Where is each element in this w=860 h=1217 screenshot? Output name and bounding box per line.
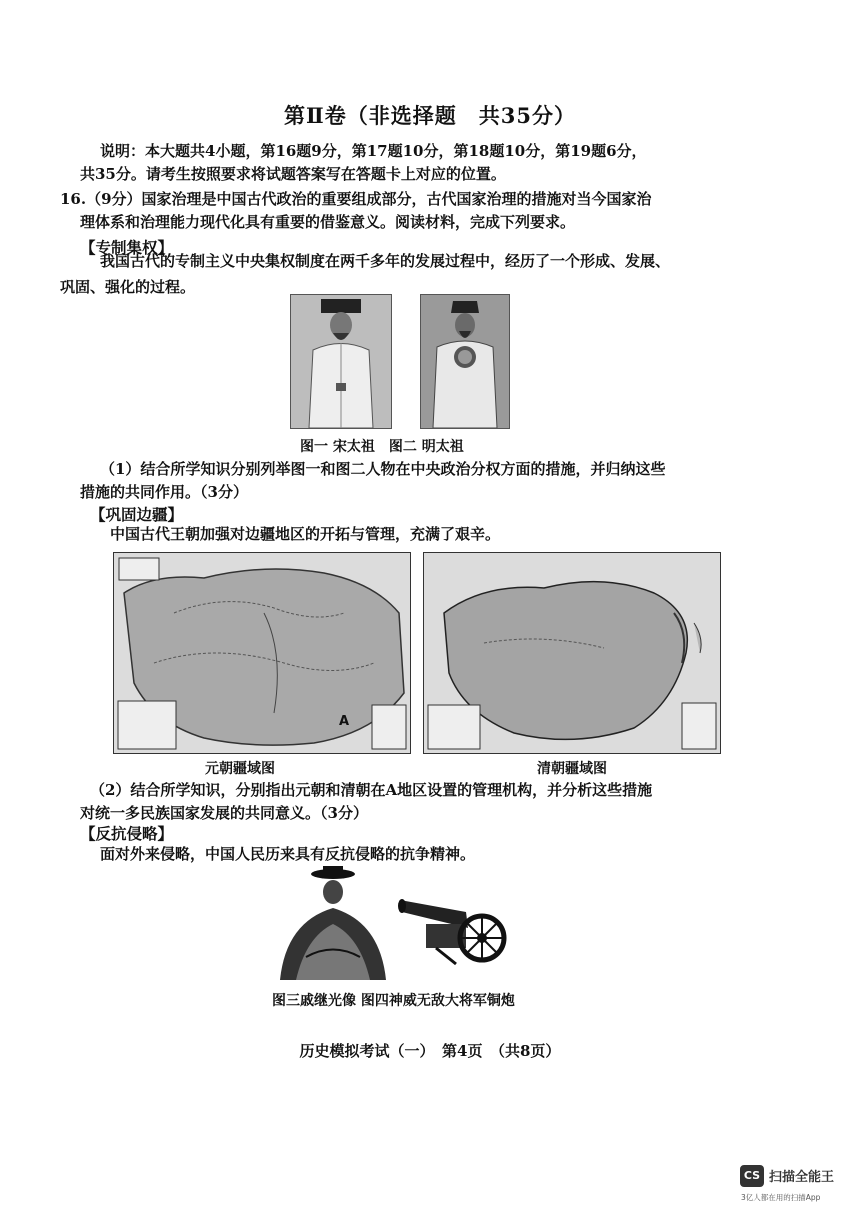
question-1-line-2: 措施的共同作用。（3分）	[80, 483, 248, 501]
section-heading-resistance: 【反抗侵略】	[80, 824, 174, 843]
question-1-line-1: （1）结合所学知识分别列举图一和图二人物在中央政治分权方面的措施，并归纳这些	[100, 460, 666, 478]
map-yuan-dynasty	[113, 552, 411, 754]
watermark-name: 扫描全能王	[769, 1170, 835, 1185]
portrait-song-taizu	[290, 294, 392, 429]
map-a-label: A	[339, 714, 350, 729]
section-heading-centralization: 【专制集权】	[80, 238, 174, 257]
figure-caption-qi-cannon: 图三戚继光像 图四神威无敌大将军铜炮	[272, 993, 515, 1009]
cannon-icon	[396, 886, 508, 966]
map-caption-qing: 清朝疆域图	[537, 761, 607, 777]
instructions-line-2: 共35分。请考生按照要求将试题答案写在答题卡上对应的位置。	[80, 165, 506, 183]
map-caption-yuan: 元朝疆域图	[205, 761, 275, 777]
camscanner-logo: CS	[740, 1165, 764, 1187]
watermark-tagline: 3亿人都在用的扫描App	[741, 1193, 821, 1202]
question-2-line-2: 对统一多民族国家发展的共同意义。（3分）	[80, 804, 368, 822]
map-qing-dynasty-graphic	[424, 553, 720, 753]
centralization-text-line-2: 巩固、强化的过程。	[60, 278, 196, 296]
question-1	[80, 458, 820, 504]
instructions-line-1: 说明：本大题共4小题，第16题9分，第17题10分，第18题10分，第19题6分，	[100, 142, 647, 160]
portrait-qi-jiguang	[276, 862, 390, 980]
cannon-image	[396, 886, 508, 966]
section-heading-border: 【巩固边疆】	[90, 505, 184, 524]
portrait-ming-taizu-figure	[421, 295, 509, 428]
map-qing-dynasty	[423, 552, 721, 754]
figure-caption-emperors: 图一 宋太祖 图二 明太祖	[300, 439, 464, 455]
section-text-resistance: 面对外来侵略，中国人民历来具有反抗侵略的抗争精神。	[100, 845, 476, 863]
question-2-line-1: （2）结合所学知识，分别指出元朝和清朝在A地区设置的管理机构，并分析这些措施	[90, 781, 653, 799]
centralization-text-line-1: 我国古代的专制主义中央集权制度在两千多年的发展过程中，经历了一个形成、发展、	[100, 252, 671, 270]
portrait-qi-jiguang-figure	[276, 862, 390, 980]
question16-intro-line-2: 理体系和治理能力现代化具有重要的借鉴意义。阅读材料，完成下列要求。	[80, 213, 576, 231]
portrait-song-taizu-figure	[291, 295, 391, 428]
question16-intro	[60, 188, 820, 234]
instructions	[80, 140, 820, 186]
question-2	[80, 779, 820, 825]
question16-intro-line-1: 16.（9分）国家治理是中国古代政治的重要组成部分，古代国家治理的措施对当今国家治	[60, 190, 652, 208]
portrait-ming-taizu	[420, 294, 510, 429]
section-text-centralization	[60, 248, 820, 300]
map-yuan-dynasty-graphic	[114, 553, 410, 753]
page-title: 第Ⅱ卷（非选择题 共35分）	[284, 103, 576, 128]
section-text-border: 中国古代王朝加强对边疆地区的开拓与管理，充满了艰辛。	[110, 525, 501, 543]
page-footer: 历史模拟考试（一） 第4页 （共8页）	[299, 1042, 561, 1060]
